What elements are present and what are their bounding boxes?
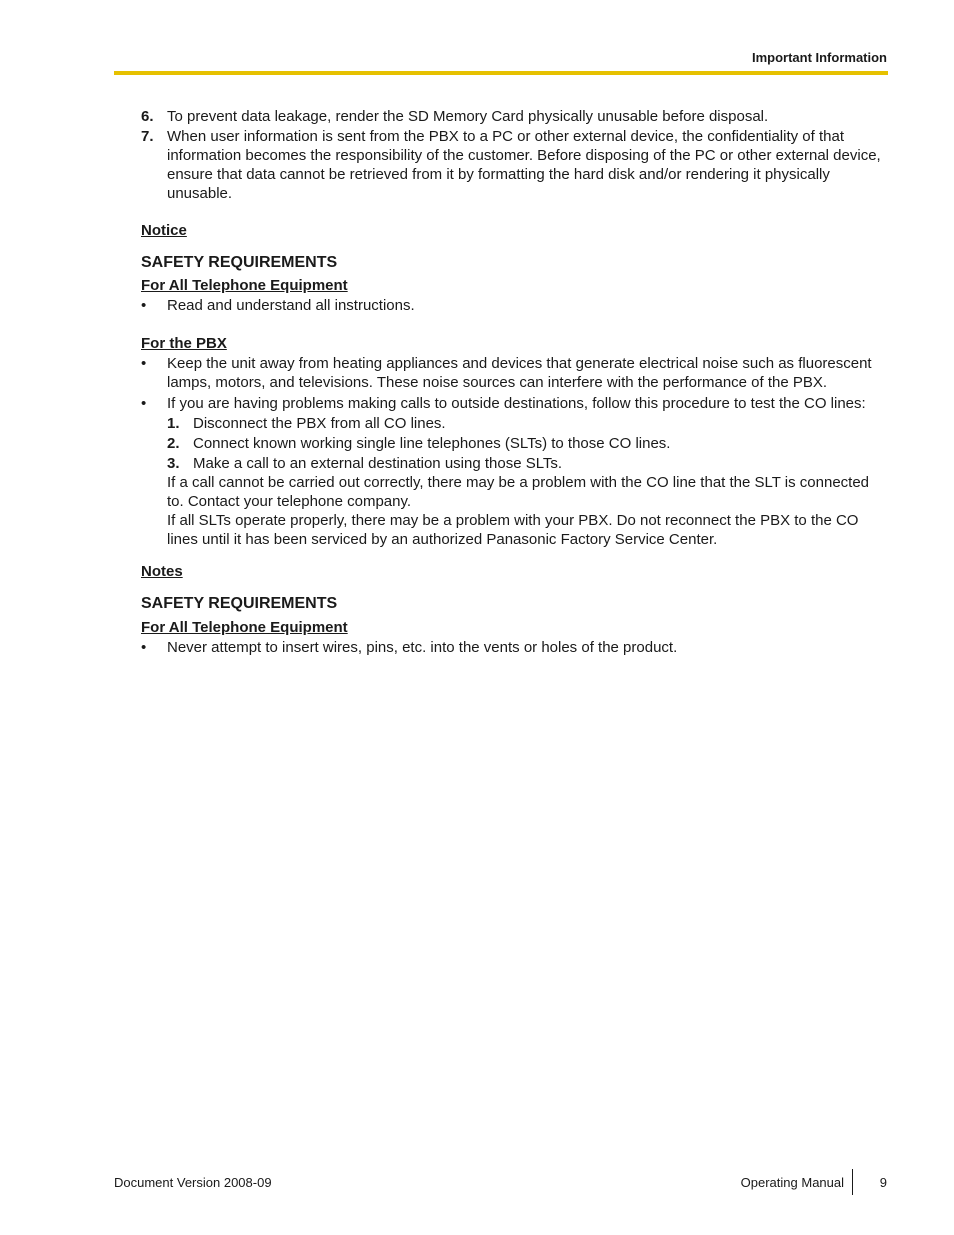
- bullet-item: [141, 354, 889, 392]
- list-text: To prevent data leakage, render the SD Memory Card physically unusable before disposal.: [167, 108, 769, 125]
- notice-all-equipment-title: For All Telephone Equipment: [141, 277, 348, 294]
- page-content: [141, 107, 889, 657]
- bullet-text: If you are having problems making calls to outside destinations, follow this procedure to test the CO lines:: [167, 395, 866, 412]
- footer-divider: [852, 1169, 853, 1195]
- bullet-mark: •: [141, 395, 147, 412]
- list-text: When user information is sent from the PBX to a PC or other external device, the confidentiality of that information becomes the responsibility of the customer. Before disposing of the PC or other external device, ensure that data cannot be retrieved from it by formatting the hard disk and/or rendering it physically unusable.: [167, 128, 881, 202]
- bullet-item: [141, 394, 889, 413]
- header-title: Important Information: [751, 50, 887, 65]
- notes-all-equipment-title: For All Telephone Equipment: [141, 619, 348, 636]
- procedure-steps: [167, 414, 889, 549]
- bullet-mark: •: [141, 297, 147, 314]
- step-text: Connect known working single line telephones (SLTs) to those CO lines.: [193, 435, 671, 452]
- bullet-text: Read and understand all instructions.: [167, 297, 415, 314]
- step-number: 2.: [167, 435, 180, 452]
- pbx-title: For the PBX: [141, 335, 227, 352]
- list-number: 7.: [141, 128, 154, 145]
- step-text: Make a call to an external destination using those SLTs.: [193, 455, 563, 472]
- step-text: Disconnect the PBX from all CO lines.: [193, 415, 446, 432]
- bullet-mark: •: [141, 639, 147, 656]
- bullet-item: [141, 638, 889, 657]
- procedure-note-2: If all SLTs operate properly, there may be a problem with your PBX. Do not reconnect the PBX to the CO lines until it has been serviced by an authorized Panasonic Factory Service Center.: [167, 512, 859, 548]
- header-rule: [114, 71, 888, 75]
- notice-safety-heading: SAFETY REQUIREMENTS: [141, 254, 338, 271]
- procedure-note-1: If a call cannot be carried out correctly, there may be a problem with the CO line that the SLT is connected to. Contact your telephone company.: [167, 474, 870, 510]
- bullet-item: [141, 296, 889, 315]
- notes-safety-heading: SAFETY REQUIREMENTS: [141, 595, 338, 612]
- footer-document-version: Document Version 2008-09: [114, 1175, 272, 1190]
- list-item-6: [141, 107, 889, 126]
- footer-manual-title: Operating Manual: [740, 1175, 844, 1190]
- bullet-text: Keep the unit away from heating appliances and devices that generate electrical noise such as fluorescent lamps, motors, and televisions. These noise sources can interfere with the performance of the PBX.: [167, 355, 872, 391]
- step-number: 1.: [167, 415, 180, 432]
- notes-label: Notes: [141, 563, 183, 580]
- list-number: 6.: [141, 108, 154, 125]
- bullet-mark: •: [141, 355, 147, 372]
- step-item: [167, 434, 889, 453]
- step-item: [167, 454, 889, 473]
- notice-label: Notice: [141, 222, 187, 239]
- step-item: [167, 414, 889, 433]
- bullet-text: Never attempt to insert wires, pins, etc. into the vents or holes of the product.: [167, 639, 678, 656]
- step-number: 3.: [167, 455, 180, 472]
- list-item-7: [141, 127, 889, 203]
- footer-page-number: 9: [879, 1175, 887, 1190]
